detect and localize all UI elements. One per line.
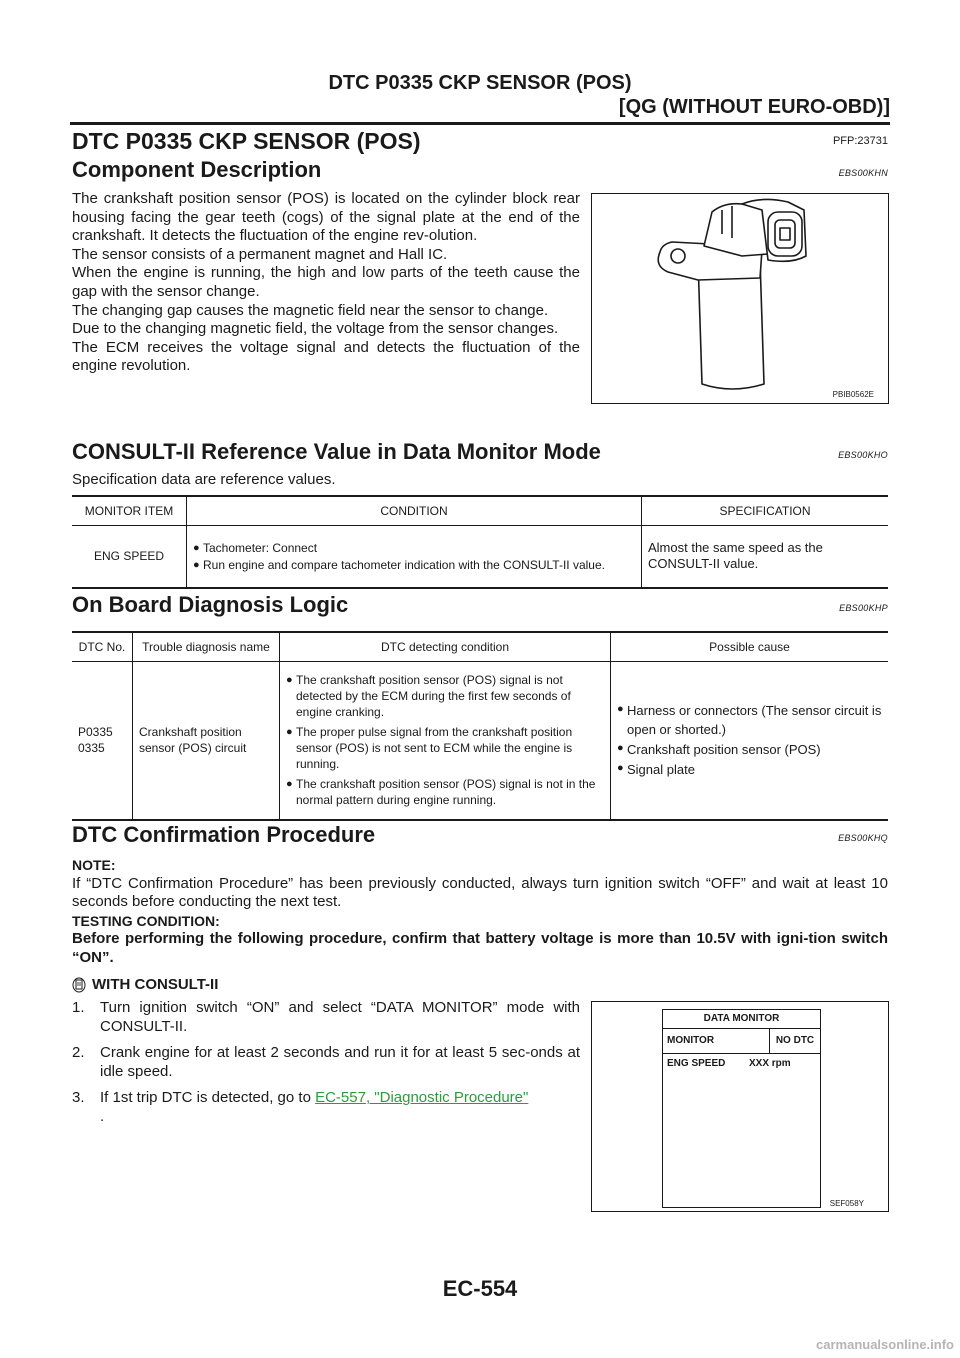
column-header: CONDITION	[187, 496, 642, 526]
page-header-title: DTC P0335 CKP SENSOR (POS)	[328, 72, 632, 94]
bullet-icon: ●	[193, 558, 200, 571]
list-item	[72, 1089, 580, 1126]
figure-label: PBIB0562E	[832, 390, 874, 399]
bullet-icon: ●	[286, 726, 293, 739]
step-number: 3.	[72, 1089, 85, 1107]
list-item	[72, 1044, 580, 1081]
monitor-column: MONITOR	[663, 1029, 770, 1053]
paragraph: The sensor consists of a permanent magnet and Hall IC.	[72, 245, 448, 263]
confirmation-code: EBS00KHQ	[838, 833, 888, 843]
specification-cell: Almost the same speed as the CONSULT-II value.	[642, 526, 889, 588]
no-dtc-column: NO DTC	[775, 1035, 815, 1046]
table-header-row	[72, 496, 888, 526]
possible-cause-cell	[611, 662, 889, 820]
column-header: Trouble diagnosis name	[133, 632, 280, 662]
cause-text: Signal plate	[627, 762, 695, 778]
paragraph: The crankshaft position sensor (POS) is located on the cylinder block rear housing facing the gear teeth (cogs) of the signal plate at the end of the crankshaft. It detects the fluctuation of the engine rev-olution.	[72, 190, 580, 245]
condition-text: The crankshaft position sensor (POS) signal is not in the normal pattern during engine running.	[296, 777, 596, 808]
monitor-item-name: ENG SPEED	[667, 1058, 726, 1069]
detecting-condition-cell	[280, 662, 611, 820]
page-number: EC-554	[442, 1276, 518, 1301]
column-header: Possible cause	[611, 632, 889, 662]
condition-text: The proper pulse signal from the crankshaft position sensor (POS) is not sent to ECM while the engine is running.	[296, 725, 573, 772]
bullet-icon: ●	[617, 703, 624, 716]
consult-code: EBS00KHO	[838, 450, 888, 460]
paragraph: The ECM receives the voltage signal and detects the fluctuation of the engine revolution.	[72, 338, 580, 375]
confirmation-heading: DTC Confirmation Procedure	[72, 822, 376, 847]
header-divider	[70, 122, 890, 125]
obd-code: EBS00KHP	[839, 603, 888, 613]
table-row	[72, 662, 888, 820]
cause-text: Harness or connectors (The sensor circuit is open or shorted.)	[627, 703, 882, 738]
figure-label: SEF058Y	[829, 1199, 864, 1208]
data-monitor-header	[663, 1029, 820, 1054]
cause-text: Crankshaft position sensor (POS)	[627, 742, 821, 758]
table-row	[72, 526, 888, 588]
monitor-item-value: XXX rpm	[749, 1058, 791, 1069]
with-consult-text: WITH CONSULT-II	[92, 976, 219, 993]
trouble-name-cell: Crankshaft position sensor (POS) circuit	[133, 662, 280, 820]
with-consult-label	[72, 976, 218, 993]
component-description-code: EBS00KHN	[838, 168, 888, 178]
crankshaft-sensor-illustration	[592, 194, 888, 403]
condition-text: The crankshaft position sensor (POS) signal is not detected by the ECM during the first few seconds of engine cranking.	[296, 673, 571, 720]
step-number: 1.	[72, 999, 85, 1016]
bullet-icon: ●	[193, 541, 200, 554]
step-text: Turn ignition switch “ON” and select “DATA MONITOR” mode with CONSULT-II.	[100, 999, 580, 1035]
dtc-code: P0335	[78, 725, 113, 740]
bullet-icon: ●	[617, 762, 624, 775]
part-number: PFP:23731	[832, 135, 888, 147]
table-header-row	[72, 632, 888, 662]
consult-heading: CONSULT-II Reference Value in Data Monitor Mode	[72, 439, 601, 464]
bullet-icon: ●	[286, 778, 293, 791]
paragraph: The changing gap causes the magnetic field near the sensor to change.	[72, 301, 549, 319]
diagnostic-procedure-link[interactable]: EC-557, "Diagnostic Procedure"	[315, 1089, 529, 1107]
testing-condition-text: Before performing the following procedure, confirm that battery voltage is more than 10.5V with igni-tion switch “ON”.	[72, 930, 888, 966]
column-header: SPECIFICATION	[642, 496, 889, 526]
condition-cell	[187, 526, 642, 588]
note-label: NOTE:	[72, 857, 116, 873]
bullet-icon: ●	[286, 674, 293, 687]
list-item	[72, 999, 580, 1036]
testing-condition-label: TESTING CONDITION:	[72, 912, 220, 929]
obd-table	[72, 631, 888, 821]
monitor-item: ENG SPEED	[93, 549, 165, 564]
step-text-part: If 1st trip DTC is detected, go to	[100, 1089, 316, 1107]
data-monitor-title: DATA MONITOR	[663, 1010, 820, 1029]
sensor-figure	[591, 193, 889, 404]
step-number: 2.	[72, 1044, 85, 1062]
data-monitor-screen	[662, 1009, 821, 1208]
procedure-steps	[72, 999, 580, 1127]
bullet-icon: ●	[617, 742, 624, 755]
paragraph: Due to the changing magnetic field, the voltage from the sensor changes.	[72, 320, 559, 338]
section-title: DTC P0335 CKP SENSOR (POS)	[72, 128, 421, 154]
dtc-code: 0335	[78, 741, 105, 756]
condition-text: Tachometer: Connect	[203, 540, 318, 555]
column-header: MONITOR ITEM	[72, 496, 187, 526]
component-description-text	[72, 190, 580, 376]
note-block	[72, 856, 888, 968]
obd-heading: On Board Diagnosis Logic	[72, 592, 349, 617]
step-text: Crank engine for at least 2 seconds and run it for at least 5 sec-onds at idle speed.	[100, 1044, 580, 1080]
consult-tool-icon	[72, 977, 86, 993]
page-header-subtitle: [QG (WITHOUT EURO-OBD)]	[618, 96, 890, 118]
step-text-part: .	[100, 1107, 105, 1125]
condition-text: Run engine and compare tachometer indication with the CONSULT-II value.	[203, 557, 605, 572]
step-text	[100, 1089, 528, 1126]
watermark: carmanualsonline.info	[816, 1337, 954, 1352]
consult-intro: Specification data are reference values.	[72, 471, 336, 488]
note-text: If “DTC Confirmation Procedure” has been previously conducted, always turn ignition switch “OFF” and wait at least 10 seconds before conducting the next test.	[72, 874, 888, 911]
data-monitor-row	[663, 1054, 820, 1073]
column-header: DTC No.	[72, 632, 133, 662]
consult-table	[72, 495, 888, 589]
data-monitor-figure	[591, 1001, 889, 1212]
component-description-heading: Component Description	[72, 157, 322, 182]
dtc-number-cell	[72, 662, 133, 820]
column-header: DTC detecting condition	[280, 632, 611, 662]
paragraph: When the engine is running, the high and low parts of the teeth cause the gap with the sensor change.	[72, 264, 580, 300]
